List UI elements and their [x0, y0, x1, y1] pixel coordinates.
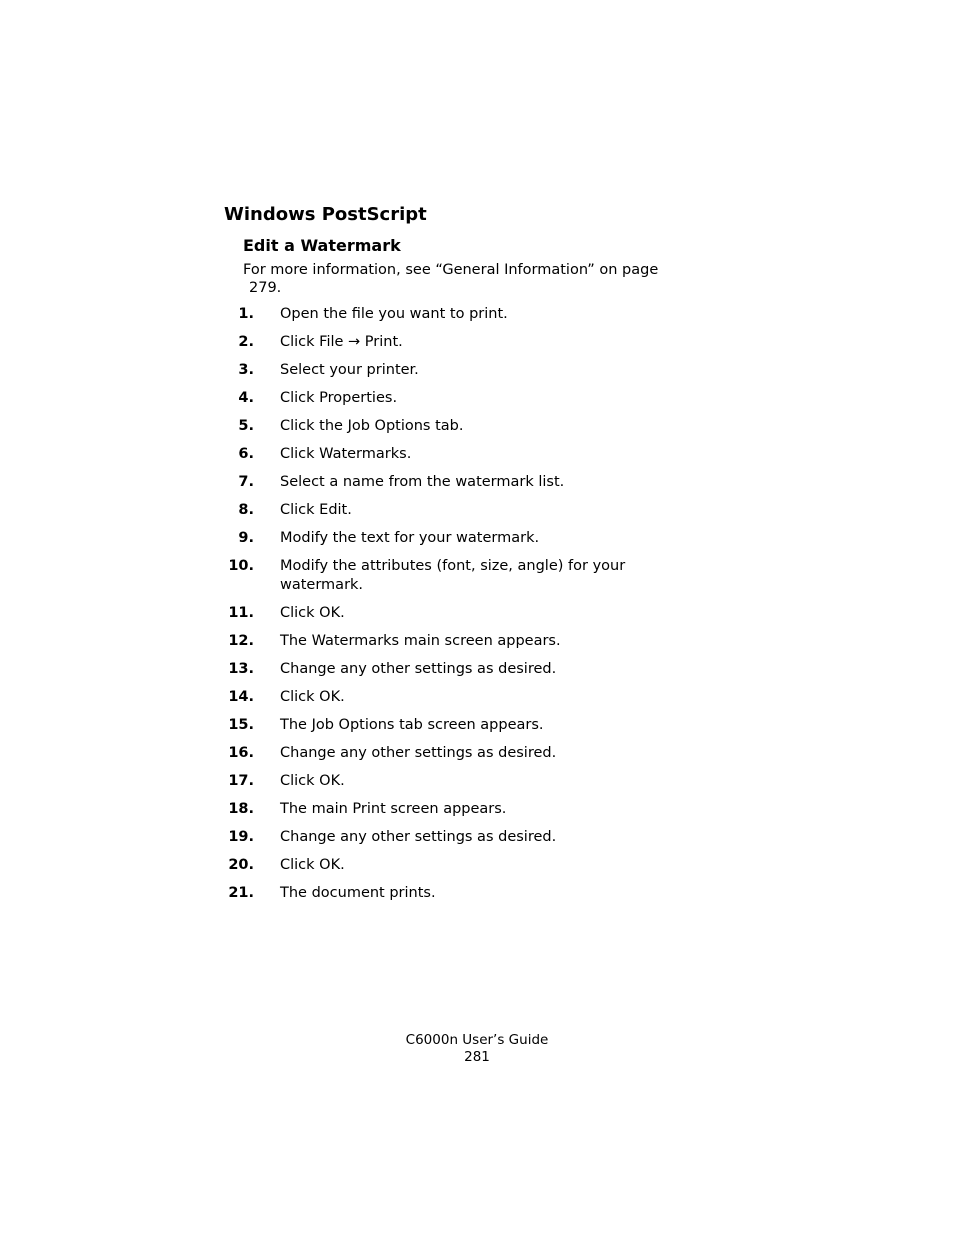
step-item: [0, 772, 954, 800]
step-number: 9.: [238, 530, 254, 546]
step-number: 12.: [228, 633, 254, 649]
step-item: [0, 632, 954, 660]
step-text: Click OK.: [280, 773, 345, 789]
step-item: [0, 604, 954, 632]
step-text: Click Edit.: [280, 502, 352, 518]
steps-list: [0, 305, 954, 912]
step-number: 10.: [228, 558, 254, 574]
step-text: Change any other settings as desired.: [280, 661, 557, 677]
step-item: [0, 744, 954, 772]
step-item: [0, 333, 954, 361]
step-text: Change any other settings as desired.: [280, 829, 557, 845]
step-item: [0, 361, 954, 389]
step-item: [0, 800, 954, 828]
step-text: Click Watermarks.: [280, 446, 412, 462]
step-text: Modify the text for your watermark.: [280, 530, 540, 546]
step-text: Open the file you want to print.: [280, 306, 508, 322]
step-number: 13.: [228, 661, 254, 677]
step-item: [0, 445, 954, 473]
page-number: 281: [464, 1049, 490, 1065]
step-number: 19.: [228, 829, 254, 845]
step-item: [0, 688, 954, 716]
step-item: [0, 389, 954, 417]
step-number: 21.: [228, 885, 254, 901]
step-text: Click the Job Options tab.: [280, 418, 464, 434]
step-number: 5.: [238, 418, 254, 434]
intro-paragraph: [243, 261, 713, 297]
step-text: Select your printer.: [280, 362, 419, 378]
step-number: 18.: [228, 801, 254, 817]
step-text: Select a name from the watermark list.: [280, 474, 565, 490]
step-number: 6.: [238, 446, 254, 462]
step-number: 14.: [228, 689, 254, 705]
step-number: 15.: [228, 717, 254, 733]
step-number: 8.: [238, 502, 254, 518]
step-item: [0, 305, 954, 333]
step-item: [0, 417, 954, 445]
step-number: 1.: [238, 306, 254, 322]
step-number: 17.: [228, 773, 254, 789]
step-number: 3.: [238, 362, 254, 378]
step-item: [0, 473, 954, 501]
step-item: [0, 660, 954, 688]
step-text: Modify the attributes (font, size, angle) for your watermark.: [280, 558, 626, 593]
step-text: The Watermarks main screen appears.: [280, 633, 561, 649]
step-item: [0, 828, 954, 856]
subsection-title: Edit a Watermark: [243, 236, 401, 255]
step-text: Click OK.: [280, 605, 345, 621]
step-item: [0, 557, 954, 604]
intro-line-2: 279.: [249, 280, 282, 296]
step-item: [0, 529, 954, 557]
section-title: Windows PostScript: [224, 204, 427, 225]
step-text: Click OK.: [280, 857, 345, 873]
step-text: Click Properties.: [280, 390, 398, 406]
step-item: [0, 716, 954, 744]
step-item: [0, 501, 954, 529]
step-number: 4.: [238, 390, 254, 406]
step-text: The main Print screen appears.: [280, 801, 507, 817]
step-item: [0, 884, 954, 912]
step-text: The document prints.: [280, 885, 436, 901]
step-number: 16.: [228, 745, 254, 761]
guide-title: C6000n User’s Guide: [405, 1032, 549, 1048]
step-item: [0, 856, 954, 884]
step-text: Change any other settings as desired.: [280, 745, 557, 761]
intro-line-1: For more information, see “General Information” on page: [243, 262, 659, 278]
page-footer: [0, 1032, 954, 1066]
step-number: 2.: [238, 334, 254, 350]
step-text: Click File → Print.: [280, 334, 403, 350]
step-number: 20.: [228, 857, 254, 873]
step-text: Click OK.: [280, 689, 345, 705]
step-number: 11.: [228, 605, 254, 621]
step-number: 7.: [238, 474, 254, 490]
step-text: The Job Options tab screen appears.: [280, 717, 544, 733]
